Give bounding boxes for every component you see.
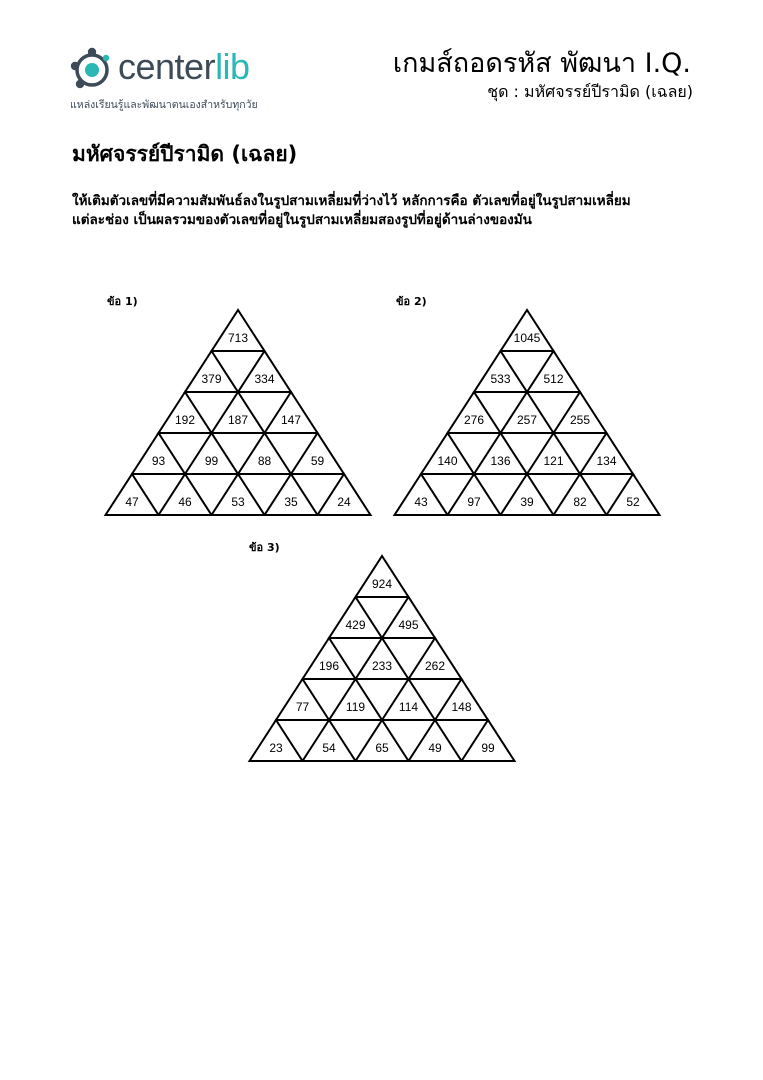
pyramid-cell-value: 136 [490, 454, 511, 468]
header-title: เกมส์ถอดรหัส พัฒนา I.Q. [392, 48, 691, 79]
pyramid-cell-value: 134 [596, 454, 617, 468]
pyramid-cell-value: 114 [398, 700, 419, 714]
pyramid-cell-value: 59 [310, 454, 325, 468]
pyramid-cell-value: 148 [451, 700, 472, 714]
pyramid-cell-value: 99 [204, 454, 219, 468]
instructions-line-1: ให้เติมตัวเลขที่มีความสัมพันธ์ลงในรูปสามเหลี่ยมที่ว่างไว้ หลักการคือ ตัวเลขที่อยู่ในรูปสามเหลี่ยม [72, 193, 631, 209]
pyramid-cell-value: 99 [481, 741, 495, 755]
pyramid-cell-value: 713 [227, 331, 249, 345]
pyramid-cell-value: 46 [178, 495, 192, 509]
pyramid-cell-value: 257 [516, 413, 538, 427]
pyramid-cell-value: 82 [573, 495, 587, 509]
logo-wordmark-accent: lib [215, 46, 250, 87]
pyramid-cell-value: 49 [428, 741, 442, 755]
pyramid-cell-value: 97 [467, 495, 481, 509]
puzzle-3-label: ข้อ 3) [249, 541, 280, 554]
pyramid-cell-value: 88 [257, 454, 272, 468]
pyramid-cell-value: 1045 [513, 331, 541, 345]
pyramid-cell-value: 47 [125, 495, 139, 509]
pyramid-cell-value: 262 [424, 659, 446, 673]
pyramid-cell-value: 196 [318, 659, 340, 673]
pyramid-cell-value: 276 [463, 413, 485, 427]
pyramid-cell-value: 119 [345, 700, 366, 714]
pyramid-cell-value: 334 [254, 372, 275, 386]
pyramid-cell-value: 121 [543, 454, 564, 468]
pyramid-cell-value: 147 [280, 413, 302, 427]
pyramid-cell-value: 192 [174, 413, 196, 427]
pyramid-cell-value: 379 [201, 372, 222, 386]
page-title: มหัศจรรย์ปีรามิด (เฉลย) [72, 142, 298, 166]
logo-tagline: แหล่งเรียนรู้และพัฒนาตนเองสำหรับทุกวัย [70, 99, 258, 111]
pyramid-cell-value: 533 [490, 372, 511, 386]
pyramid-cell-value: 52 [626, 495, 640, 509]
pyramid-cell-value: 53 [231, 495, 245, 509]
pyramid-cell-value: 495 [398, 618, 419, 632]
header-subtitle: ชุด : มหัศจรรย์ปีรามิด (เฉลย) [487, 82, 693, 101]
pyramid-cell-value: 39 [520, 495, 534, 509]
pyramid-cell-value: 187 [227, 413, 249, 427]
instructions-line-2: แต่ละช่อง เป็นผลรวมของตัวเลขที่อยู่ในรูปสามเหลี่ยมสองรูปที่อยู่ด้านล่างของมัน [72, 212, 532, 228]
pyramid-cell-value: 24 [337, 495, 351, 509]
pyramid-cell-value: 77 [295, 700, 310, 714]
pyramid-cell-value: 255 [569, 413, 591, 427]
pyramid-cell-value: 924 [371, 577, 393, 591]
pyramid-cell-value: 43 [414, 495, 428, 509]
logo-wordmark-main: center [118, 46, 216, 87]
pyramid-cell-value: 23 [269, 741, 283, 755]
puzzle-2-label: ข้อ 2) [396, 295, 427, 308]
pyramid-cell-value: 54 [322, 741, 336, 755]
pyramid-cell-value: 35 [284, 495, 298, 509]
pyramid-cell-value: 140 [437, 454, 458, 468]
pyramid-cell-value: 512 [543, 372, 564, 386]
pyramid-cell-value: 65 [375, 741, 389, 755]
puzzle-1-label: ข้อ 1) [107, 295, 138, 308]
pyramid-cell-value: 93 [151, 454, 166, 468]
pyramid-cell-value: 233 [371, 659, 393, 673]
pyramid-cell-value: 429 [345, 618, 366, 632]
